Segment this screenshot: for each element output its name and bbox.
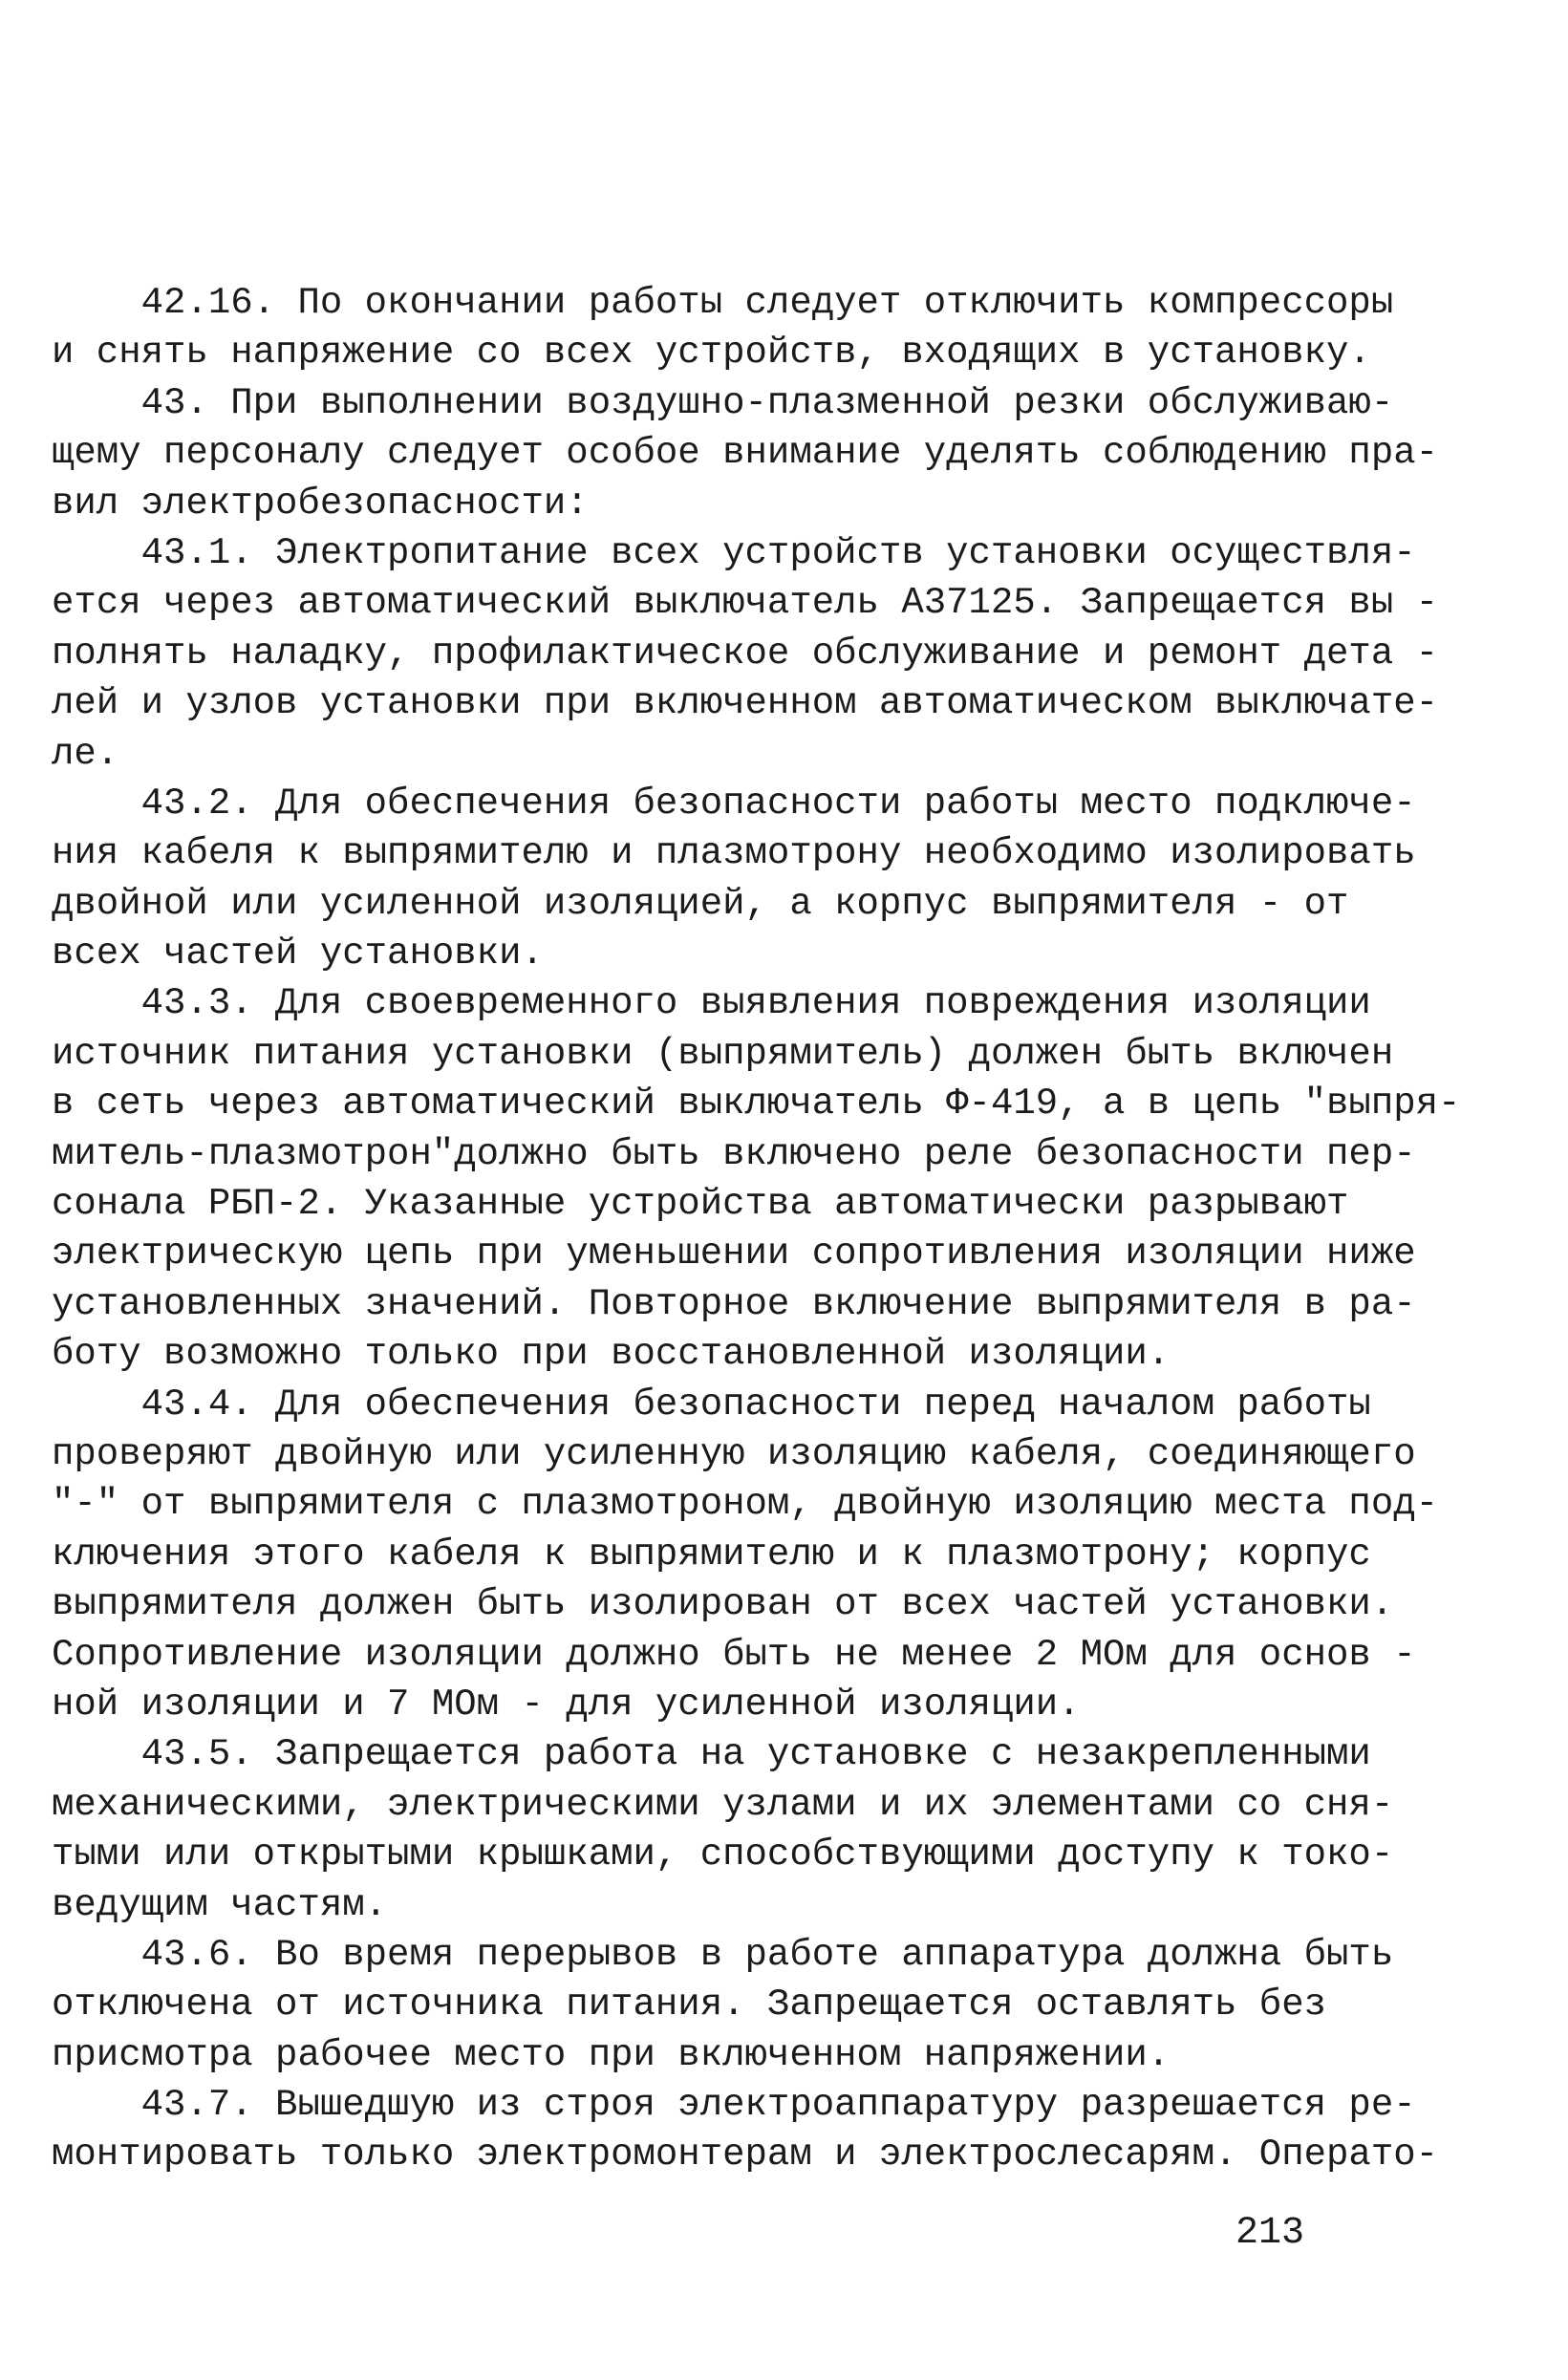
text-line: 43.2. Для обеспечения безопасности работы место подключе- (52, 782, 1416, 825)
text-line: Сопротивление изоляции должно быть не менее 2 МОм для основ - (52, 1633, 1416, 1676)
text-line: отключена от источника питания. Запрещается оставлять без (52, 1983, 1327, 2026)
text-line: источник питания установки (выпрямитель) должен быть включен (52, 1032, 1394, 1075)
text-line: ной изоляции и 7 МОм - для усиленной изоляции. (52, 1683, 1081, 1726)
text-line: 43.1. Электропитание всех устройств установки осуществля- (52, 531, 1416, 574)
text-line: 42.16. По окончании работы следует отключить компрессоры (52, 282, 1394, 324)
text-line: установленных значений. Повторное включение выпрямителя в ра- (52, 1282, 1416, 1325)
text-line: 43.7. Вышедшую из строя электроаппаратуру разрешается ре- (52, 2084, 1416, 2127)
text-line: в сеть через автоматический выключатель Ф-419, а в цепь "выпря- (52, 1083, 1461, 1126)
text-line: ключения этого кабеля к выпрямителю и к плазмотрону; корпус (52, 1533, 1371, 1576)
text-line: присмотра рабочее место при включенном напряжении. (52, 2033, 1171, 2076)
text-line: 43.5. Запрещается работа на установке с незакрепленными (52, 1733, 1371, 1776)
page-number: 213 (1235, 2212, 1305, 2255)
text-line: проверяют двойную или усиленную изоляцию кабеля, соединяющего (52, 1432, 1416, 1475)
text-line: ется через автоматический выключатель А37125. Запрещается вы - (52, 582, 1439, 625)
text-line: тыми или открытыми крышками, способствующими доступу к токо- (52, 1833, 1394, 1876)
text-line: выпрямителя должен быть изолирован от всех частей установки. (52, 1583, 1394, 1626)
text-line: митель-плазмотрон"должно быть включено реле безопасности пер- (52, 1132, 1416, 1175)
text-line: боту возможно только при восстановленной изоляции. (52, 1333, 1171, 1376)
text-line: механическими, электрическими узлами и их элементами со сня- (52, 1783, 1394, 1826)
text-line: и снять напряжение со всех устройств, входящих в установку. (52, 332, 1371, 375)
text-line: 43. При выполнении воздушно-плазменной резки обслуживаю- (52, 381, 1394, 424)
text-line: лей и узлов установки при включенном автоматическом выключате- (52, 682, 1439, 725)
text-line: вил электробезопасности: (52, 482, 589, 525)
text-line: 43.6. Во время перерывов в работе аппаратура должна быть (52, 1933, 1394, 1976)
text-line: щему персоналу следует особое внимание уделять соблюдению пра- (52, 432, 1439, 475)
text-line: сонала РБП-2. Указанные устройства автоматически разрывают (52, 1183, 1349, 1226)
document-body (52, 278, 1461, 2180)
text-line: электрическую цепь при уменьшении сопротивления изоляции ниже (52, 1233, 1416, 1276)
text-line: двойной или усиленной изоляцией, а корпус выпрямителя - от (52, 882, 1349, 925)
text-line: монтировать только электромонтерам и электрослесарям. Операто- (52, 2133, 1439, 2176)
text-line: ле. (52, 732, 119, 775)
text-line: "-" от выпрямителя с плазмотроном, двойную изоляцию места под- (52, 1483, 1439, 1526)
text-line: всех частей установки. (52, 933, 544, 976)
text-line: ведущим частям. (52, 1883, 388, 1926)
text-line: полнять наладку, профилактическое обслуживание и ремонт дета - (52, 632, 1439, 675)
text-line: ния кабеля к выпрямителю и плазмотрону необходимо изолировать (52, 832, 1416, 875)
text-line: 43.4. Для обеспечения безопасности перед началом работы (52, 1383, 1371, 1426)
text-line: 43.3. Для своевременного выявления повреждения изоляции (52, 982, 1371, 1025)
